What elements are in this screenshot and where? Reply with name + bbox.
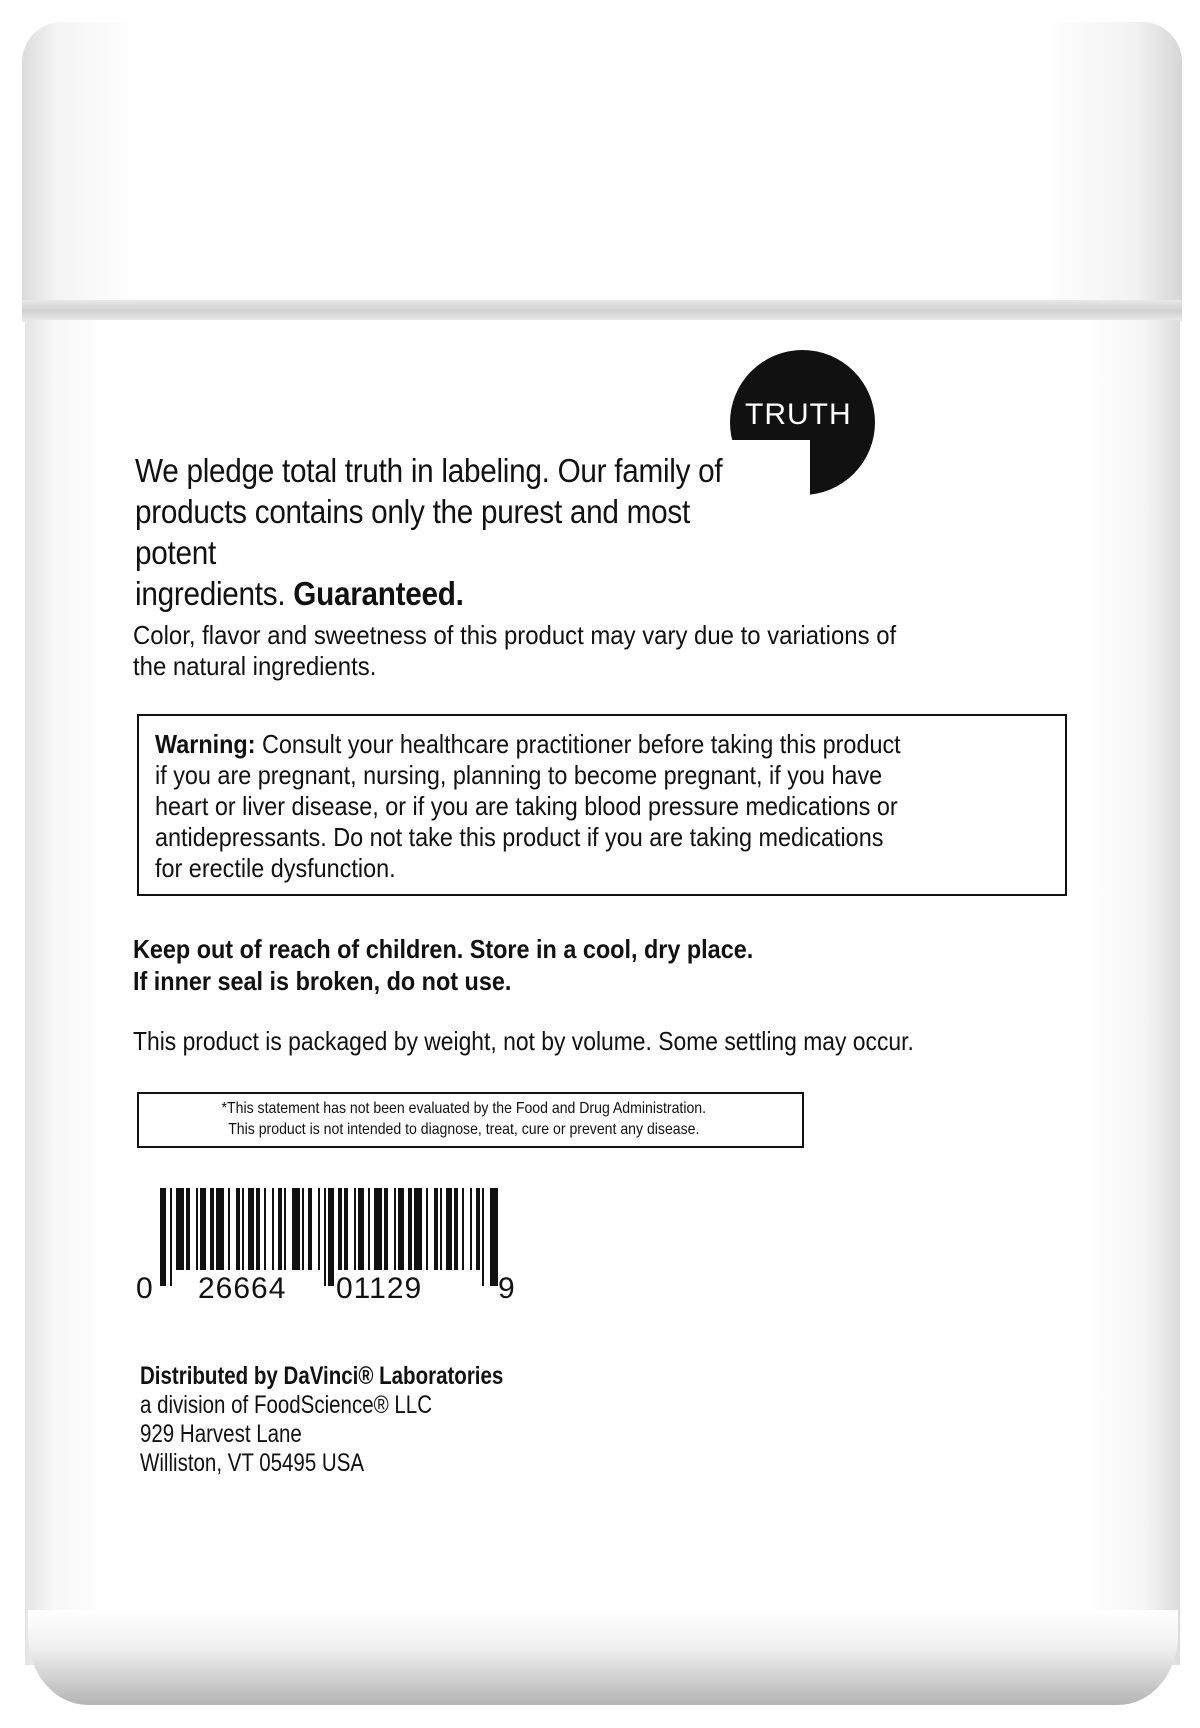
warning-text: Warning: Consult your healthcare practitioner before taking this product if you are pregnant, nursing, planning to become pregnant, if you have heart or liver disease, or if you are taking blood pressure medications or antidepressants. Do not take this product if you are taking medications for erectile dysfunction. [155, 729, 901, 883]
warning-label: Warning: [155, 729, 256, 759]
pledge-line: ingredients. Guaranteed. [135, 575, 464, 612]
barcode-digit-last: 9 [498, 1272, 515, 1305]
barcode-bar [264, 1188, 266, 1270]
barcode-bar [216, 1188, 224, 1270]
barcode-bar [278, 1188, 282, 1270]
barcode-bar [272, 1188, 274, 1270]
barcode-bar [398, 1188, 404, 1270]
barcode-bar [344, 1188, 348, 1270]
barcode-bar [462, 1188, 464, 1270]
barcode-bar [354, 1188, 356, 1270]
storage-instructions: Keep out of reach of children. Store in a cool, dry place. If inner seal is broken, do not use. [133, 934, 754, 996]
color-variation-note: Color, flavor and sweetness of this product may vary due to variations of the natural ingredients. [133, 620, 897, 681]
barcode-bar [302, 1188, 304, 1270]
barcode-bar [434, 1188, 438, 1270]
barcode-bar [292, 1188, 300, 1270]
barcode-bar [446, 1188, 452, 1270]
truth-badge-label: TRUTH [745, 398, 852, 431]
barcode-bar [368, 1188, 370, 1270]
barcode-bar [186, 1188, 190, 1270]
fda-disclaimer: *This statement has not been evaluated by the Food and Drug Administration. This product is not intended to diagnose, treat, cure or prevent any disease. [221, 1100, 707, 1138]
pledge-line: products contains only the purest and most potent [135, 493, 690, 571]
barcode-bar [476, 1188, 480, 1270]
barcode-bar [318, 1188, 320, 1270]
barcode-bar [228, 1188, 230, 1270]
barcode-bar [394, 1188, 396, 1270]
barcode-bar [414, 1188, 422, 1270]
barcode-digits-right: 01129 [336, 1272, 423, 1305]
jar-base [28, 1610, 1178, 1705]
jar-lid-rim [22, 300, 1182, 322]
barcode-bar [454, 1188, 458, 1270]
barcode-bar [338, 1188, 342, 1270]
barcode-bar [236, 1188, 240, 1270]
barcode-bar [324, 1188, 326, 1286]
barcode-bar [170, 1188, 172, 1286]
distributor-info: Distributed by DaVinci® Laboratories a division of FoodScience® LLC 929 Harvest Lane Williston, VT 05495 USA [140, 1362, 632, 1478]
barcode-bar [490, 1188, 498, 1286]
barcode-bar [248, 1188, 254, 1270]
barcode-bar [308, 1188, 312, 1270]
barcode-digit-first: 0 [136, 1272, 153, 1305]
barcode-digits-left: 26664 [198, 1272, 287, 1305]
jar-lid [22, 22, 1182, 312]
barcode-bar [242, 1188, 244, 1270]
barcode-bar [328, 1188, 334, 1286]
barcode-bar [384, 1188, 388, 1270]
barcode-bar [176, 1188, 184, 1270]
pledge-emphasis: Guaranteed. [293, 575, 464, 612]
barcode-bar [160, 1188, 166, 1286]
barcode-bar [256, 1188, 260, 1270]
distributor-name: Distributed by DaVinci® Laboratories [140, 1362, 504, 1390]
barcode-bar [210, 1188, 214, 1270]
barcode-bar [374, 1188, 382, 1270]
barcode-bar [284, 1188, 286, 1270]
barcode-bar [482, 1188, 484, 1286]
barcode-bar [440, 1188, 442, 1270]
barcode-bar [358, 1188, 364, 1270]
pledge-line: We pledge total truth in labeling. Our family of [135, 452, 723, 489]
truth-pledge [135, 450, 747, 614]
barcode-bar [200, 1188, 206, 1270]
barcode-bar [470, 1188, 472, 1270]
barcode-bar [426, 1188, 428, 1270]
packaging-note: This product is packaged by weight, not by volume. Some settling may occur. [133, 1026, 914, 1056]
barcode-bar [408, 1188, 412, 1270]
barcode-bar [196, 1188, 198, 1270]
